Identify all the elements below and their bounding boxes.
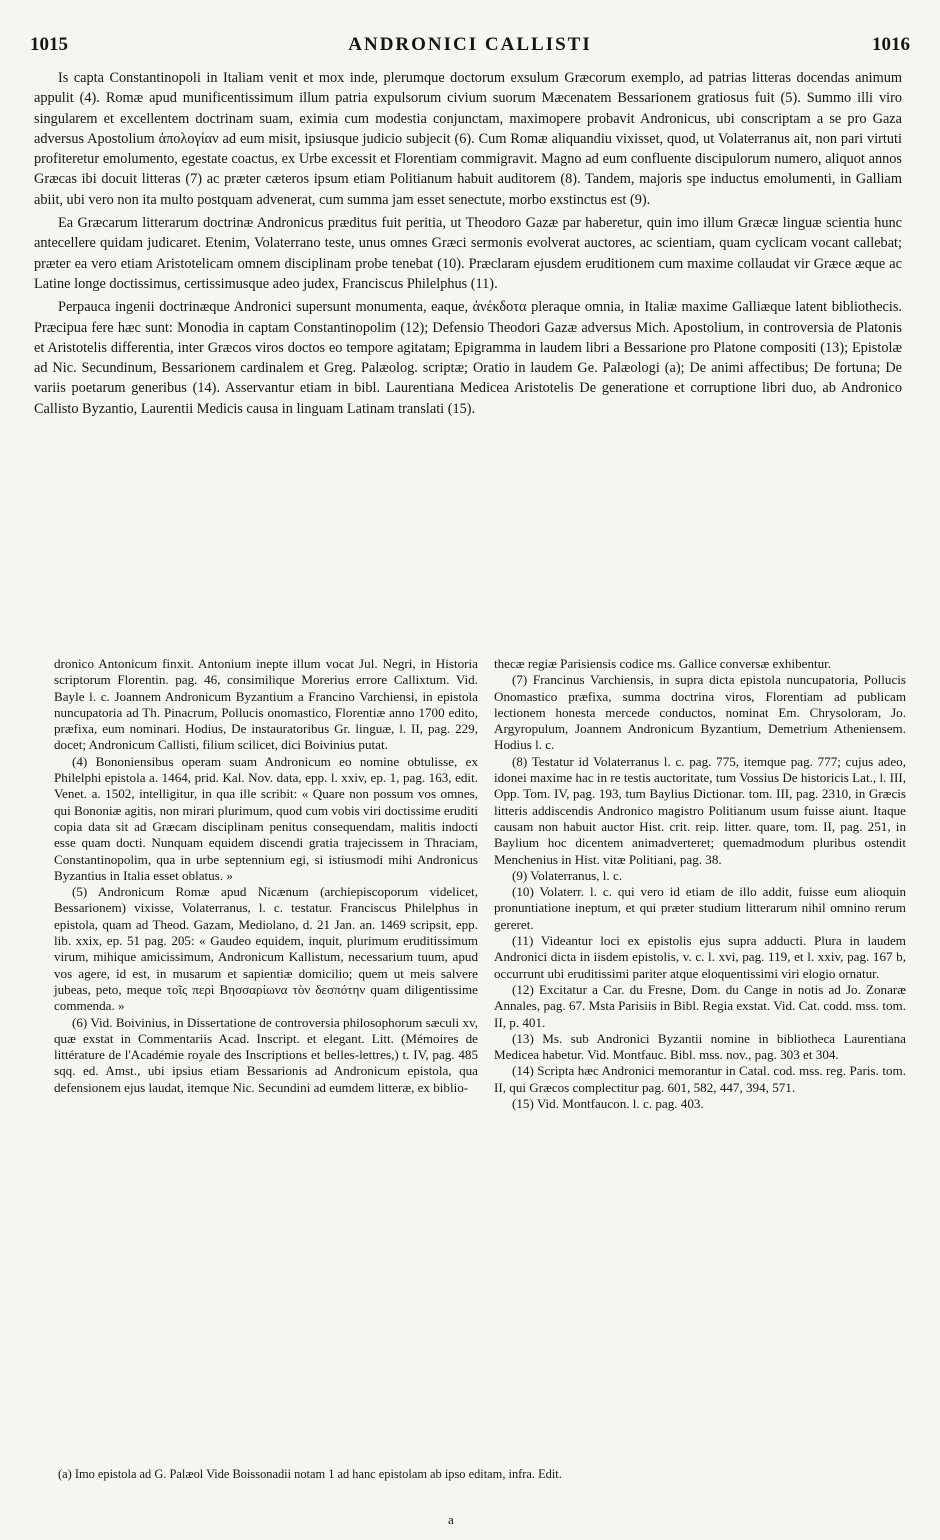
note-paragraph: (5) Andronicum Romæ apud Nicænum (archiepiscoporum videlicet, Bessarionem) vixisse, Volaterranus, l. c. testatur. Franciscus Philelphus in epistola, quam ad Theod. Gazam, Mediolano, d. 21 Jan. an. 1469 scripsit, epp. lib. xxix, ep. 51 pag. 205: « Gaudeo equidem, inquit, plurimum eruditissimum virum, mihique amicissimum, Andronicum Kallistum, necessarium tuum, apud vos agere, id est, in musarum et sapientiæ domicilio; quem ut meis salvere jubeas, peto, meque τοῖς περὶ Βησσαρίωνα τὸν δεσπότην quam diligentissime commenda. » xyxy=(54,884,478,1014)
note-paragraph: (12) Excitatur a Car. du Fresne, Dom. du Cange in notis ad Jo. Zonaræ Annales, pag. 67. Msta Parisiis in Bibl. Regia exstat. Vid. Cat. codd. mss. tom. II, p. 401. xyxy=(494,981,906,1030)
running-header xyxy=(30,34,910,62)
note-paragraph: (14) Scripta hæc Andronici memorantur in Catal. cod. mss. reg. Paris. tom. II, qui Græcos complectitur pag. 601, 582, 447, 394, 571. xyxy=(494,1063,906,1095)
main-text xyxy=(34,68,902,422)
note-paragraph: (6) Vid. Boivinius, in Dissertatione de controversia philosophorum sæculi xv, quæ exstat in Commentariis Acad. Inscript. et elegant. Litt. (Mémoires de littérature de l'Académie royale des Inscriptions et belles-lettres,) t. IV, pag. 485 sqq. ed. Amst., ubi ipsius etiam Bessarionis ad Andronicum epistola, qua defensionem ejus laudat, itemque Nic. Secundini ad eumdem litteræ, ex biblio- xyxy=(54,1014,478,1095)
note-paragraph: (10) Volaterr. l. c. qui vero id etiam de illo addit, fuisse eum alioquin pronuntiatione ineptum, et qui præter studium litterarum nihil omnino rerum gereret. xyxy=(494,884,906,932)
note-paragraph: thecæ regiæ Parisiensis codice ms. Gallice conversæ exhibentur. xyxy=(494,656,832,671)
note-paragraph: (13) Ms. sub Andronici Byzantii nomine in bibliotheca Laurentiana Medicea habetur. Vid. Montfauc. Bibl. mss. nov., pag. 303 et 304. xyxy=(494,1030,906,1063)
running-title: ANDRONICI CALLISTI xyxy=(348,34,592,55)
note-paragraph: dronico Antonicum finxit. Antonium inepte illum vocat Jul. Negri, in Historia scriptorum Florentin. pag. 46, consimilique Morerius errore Callixtum. Vid. Bayle l. c. Joannem Andronicum Byzantium a Francino Varchiensi, in epistola nuncupatoria ad Th. Pinacrum, Pollucis onomastico, Florentiæ anno 1700 edito, præfixa, eum nominari. Hodius, De instauratoribus Gr. linguæ, l. II, pag. 229, docet; Andronicum Callisti, filium scilicet, dici Boivinius putat. xyxy=(54,656,478,753)
note-paragraph: (9) Volaterranus, l. c. xyxy=(512,867,623,883)
note-paragraph: (15) Vid. Montfaucon. l. c. pag. 403. xyxy=(512,1096,704,1112)
main-paragraph: Ea Græcarum litterarum doctrinæ Andronicus præditus fuit peritia, ut Theodoro Gazæ par haberetur, quin imo illum Græcæ linguæ scientia hunc antecellere quidam judicaret. Etenim, Volaterrano teste, unus omnes Græci sermonis evolverat auctores, ac scientiam, quam cyclicam vocant callebat; præter ea vero etiam Aristotelicam omnem disciplinam probe tenebat (10). Præclaram ejusdem eruditionem cum maxime collaudat vir Græce æque ac Latine longe doctissimus, certissimusque adeo judex, Franciscus Philelphus (11). xyxy=(34,215,902,292)
left-page-number: 1015 xyxy=(30,34,68,55)
main-paragraph: Perpauca ingenii doctrinæque Andronici supersunt monumenta, eaque, ἀνέκδοτα pleraque omnia, in Italiæ maxime Galliæque latent bibliothecis. Præcipua fere hæc sunt: Monodia in captam Constantinopolim (12); Defensio Theodori Gazæ adversus Mich. Apostolium, in controversia de Platonis et Aristotelis differentia, inter Græcos viros doctos eo tempore agitatam; Epigramma in laudem libri a Bessarione pro Platone compositi (13); Epistolæ ad Nic. Secundinum, Bessarionem cardinalem et Greg. Palæolog. scriptæ; Oratio in laudem Ge. Palæologi (a); De animi affectibus; De fortuna; De variis poetarum generibus (14). Asservantur etiam in bibl. Laurentiana Medicea Aristotelis De generatione et corruptione libri duo, ab Andronico Callisto Byzantio, Laurentii Medicis causa in linguam Latinam translati (15). xyxy=(34,299,902,417)
note-paragraph: (11) Videantur loci ex epistolis ejus supra adducti. Plura in laudem Andronici dicta in iisdem epistolis, v. c. l. xvi, pag. 119, et l. xxiv, pag. 167 b, occurrunt ubi eruditissimi pariter atque eloquentissimi viri elogio ornatur. xyxy=(494,933,906,981)
notes-left-column xyxy=(54,656,478,1096)
main-paragraph: Is capta Constantinopoli in Italiam venit et mox inde, plerumque doctorum exsulum Græcorum exemplo, ad patrias litteras docendas animum appulit (4). Romæ apud munificentissimum illum patria expulsorum civium suorum Mæcenatem Bessarionem gratiosus fuit (5). Summo illi viro singularem et excellentem doctrinam suam, eximia cum modestia conjunctam, maximopere probavit Andronicus, ubi conscriptam a se pro Gaza adversus Apostolium ἀπολογίαν ad eum misit, ipsiusque judicio subjecit (6). Cum Romæ aliquandiu vixisset, quod, ut Volaterranus ait, non pari virtuti profiteretur emolumento, egestate coactus, ex Urbe excessit et Florentiam commigravit. Magno ad eum confluente discipulorum numero, aliquot annos Græcas ibi docuit litteras (7) ac præter cæteros ipsum etiam Politianum habuit auditorem (8). Tandem, majoris spe inductus emolumenti, in Galliam abiit, ubi vero non ita multo postquam advenerat, cum summa jam esset senectute, morbo exstinctus est (9). xyxy=(34,70,902,208)
signature-mark: a xyxy=(448,1512,454,1527)
note-paragraph: (4) Bononiensibus operam suam Andronicum eo nomine obtulisse, ex Philelphi epistola a. 1464, prid. Kal. Nov. data, epp. l. xxiv, ep. 1, pag. 163, edit. Venet. a. 1502, intelligitur, in qua ille scribit: « Quare non possum vos omnes, qui Bononiæ agitis, non mirari plurimum, quod cum vobis viri doctissime eruditi copia data sit ad Græcam disciplinam penitus consequendam, malitis indocti esse quam docti. Nunquam equidem discendi gratia trajecissem in Thraciam, Constantinopolim, qua in urbe septennium egi, si istiusmodi mihi Andronicus Byzantius in Italia esset oblatus. » xyxy=(54,753,478,883)
note-paragraph: (7) Francinus Varchiensis, in supra dicta epistola nuncupatoria, Pollucis Onomastico præfixa, summa doctrina viros, Florentiam ad publicam lectionem honesta mercede conductos, nominat Em. Chrysoloram, Jo. Argyropulum, Joannem Andronicum Byzantium, Demetrium Atheniensem. Hodius l. c. xyxy=(494,672,906,753)
notes-right-column xyxy=(494,656,906,1112)
note-paragraph: (8) Testatur id Volaterranus l. c. pag. 775, itemque pag. 777; cujus adeo, idonei maxime hac in re testis auctoritate, tum Vossius De historicis Lat., l. III, Opp. Tom. IV, pag. 193, tum Baylius Dictionar. tom. III, pag. 2310, in Græcis litteris addiscendis Andronico magistro Politianum usum fuisse aiunt. Itaque causam non habuit auctor Hist. crit. reip. litter. quare, tom. II, pag. 251, in Baylium hoc dicentem animadverteret; quemadmodum pluribus ostendit Menchenius in Hist. vitæ Politiani, pag. 38. xyxy=(494,753,906,867)
editor-footnote: (a) Imo epistola ad G. Palæol Vide Boissonadii notam 1 ad hanc epistolam ab ipso editam, infra. Edit. xyxy=(58,1467,562,1481)
right-page-number: 1016 xyxy=(872,34,910,55)
